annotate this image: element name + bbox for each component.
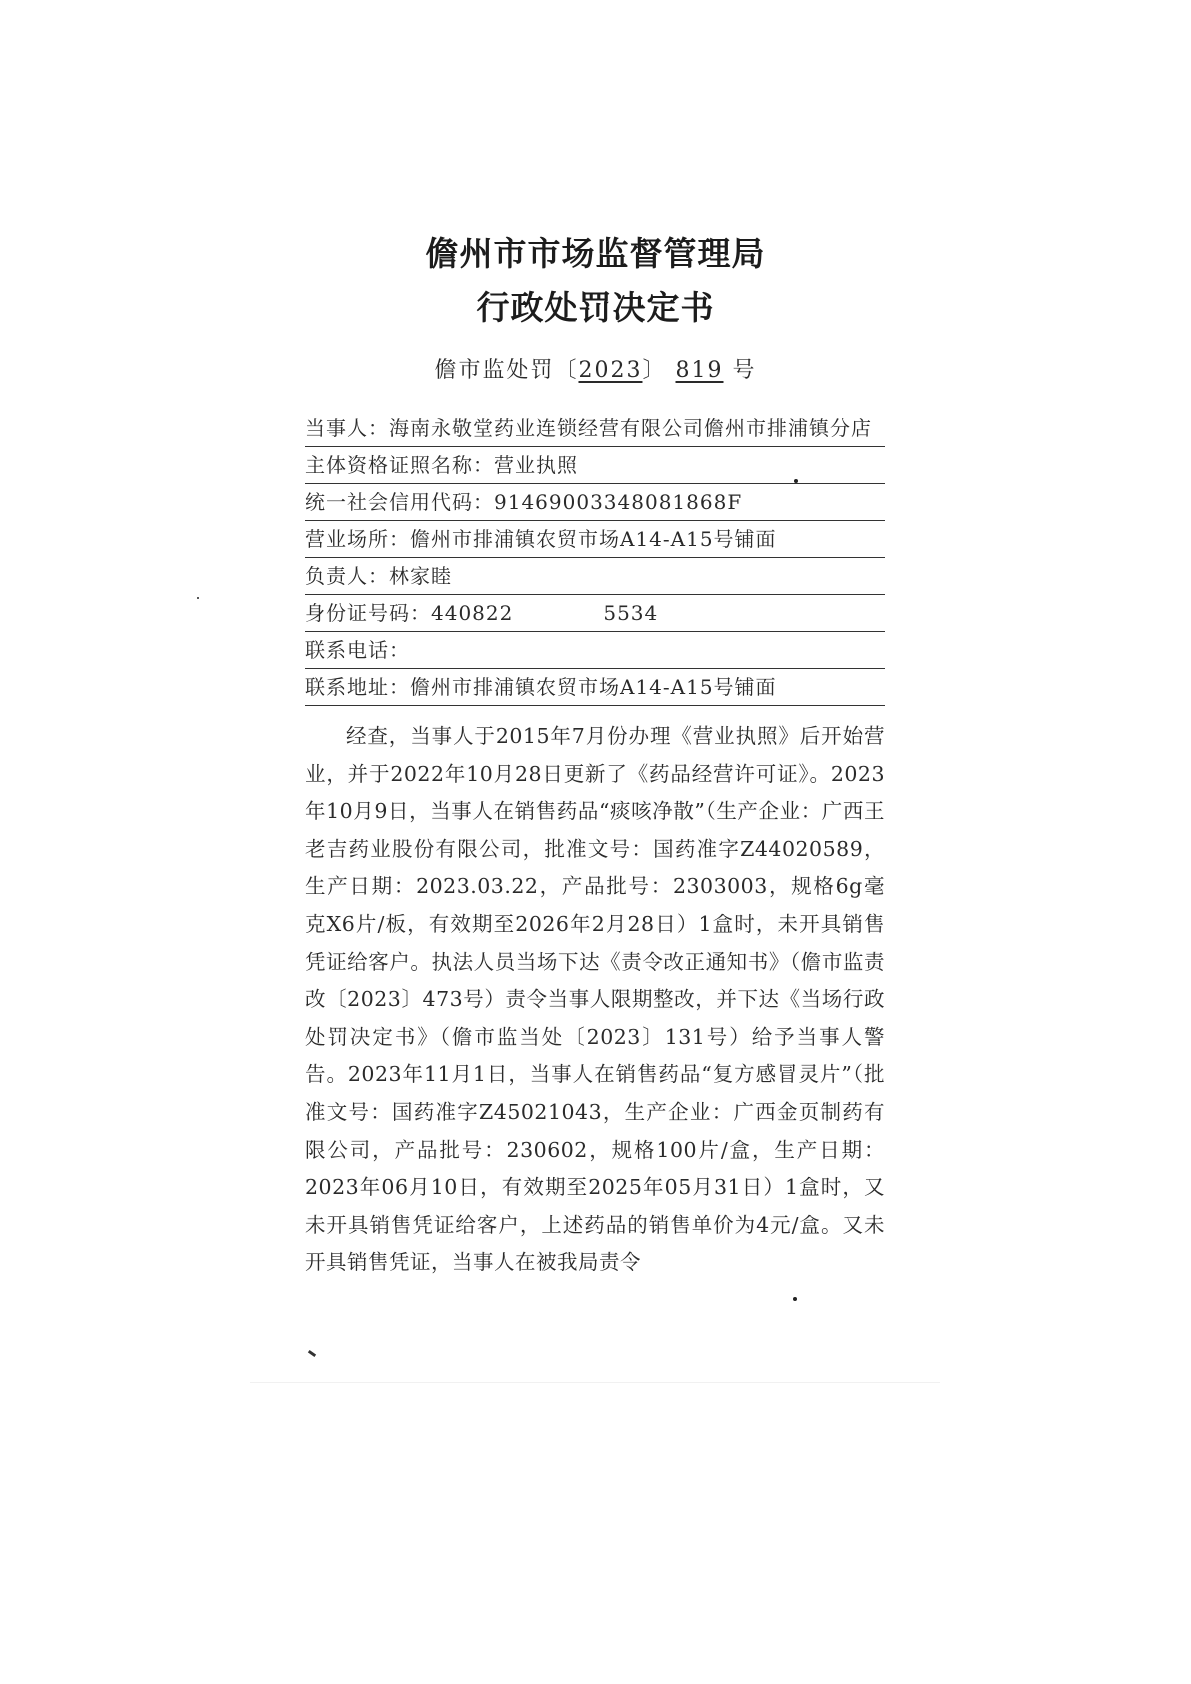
doc-number-prefix: 儋市监处罚〔 — [434, 358, 579, 383]
field-label: 联系电话： — [305, 638, 410, 662]
scan-speck — [794, 479, 798, 483]
doc-number-year: 2023 — [578, 358, 643, 383]
field-party — [305, 410, 885, 447]
field-person-in-charge — [305, 558, 885, 595]
field-value: 营业执照 — [494, 453, 578, 477]
scan-mark — [308, 1350, 316, 1357]
field-label: 营业场所： — [305, 527, 410, 551]
field-contact-address — [305, 669, 885, 706]
field-label: 负责人： — [305, 564, 389, 588]
field-phone — [305, 632, 885, 669]
field-value-tail: 5534 — [603, 601, 659, 625]
scan-speck — [197, 597, 199, 599]
document-type-title: 行政处罚决定书 — [476, 288, 715, 327]
field-label: 当事人： — [305, 416, 389, 440]
doc-number-serial: 819 — [675, 358, 724, 383]
field-id-number — [305, 595, 885, 632]
scan-speck — [793, 1297, 797, 1301]
field-credit-code — [305, 484, 885, 521]
field-label: 统一社会信用代码： — [305, 490, 494, 514]
field-business-address — [305, 521, 885, 558]
doc-number-bracket: 〕 — [642, 358, 667, 383]
doc-number-suffix: 号 — [732, 358, 757, 383]
field-value: 海南永敬堂药业连锁经营有限公司儋州市排浦镇分店 — [389, 416, 872, 440]
field-value: 林家睦 — [389, 564, 452, 588]
field-value: 91469003348081868F — [494, 490, 743, 514]
scan-edge-line — [250, 1382, 940, 1383]
field-license-name — [305, 447, 885, 484]
field-value: 儋州市排浦镇农贸市场A14-A15号铺面 — [410, 675, 777, 699]
agency-title: 儋州市市场监督管理局 — [425, 234, 766, 273]
field-label: 身份证号码： — [305, 601, 431, 625]
field-value: 440822 — [431, 601, 514, 625]
document-number — [0, 353, 1191, 384]
field-value: 儋州市排浦镇农贸市场A14-A15号铺面 — [410, 527, 777, 551]
party-info-fields — [305, 410, 885, 706]
field-label: 主体资格证照名称： — [305, 453, 494, 477]
field-label: 联系地址： — [305, 675, 410, 699]
investigation-paragraph: 经查，当事人于2015年7月份办理《营业执照》后开始营业，并于2022年10月28日更新了《药品经营许可证》。2023年10月9日，当事人在销售药品“痰咳净散”（生产企业：广西王老吉药业股份有限公司，批准文号：国药准字Z44020589，生产日期：2023.03.22，产品批号：2303003，规格6g毫克X6片/板，有效期至2026年2月28日）1盒时，未开具销售凭证给客户。执法人员当场下达《责令改正通知书》（儋市监责改〔2023〕473号）责令当事人限期整改，并下达《当场行政处罚决定书》（儋市监当处〔2023〕131号）给予当事人警告。2023年11月1日，当事人在销售药品“复方感冒灵片”（批准文号：国药准字Z45021043，生产企业：广西金页制药有限公司，产品批号：230602，规格100片/盒，生产日期：2023年06月10日，有效期至2025年05月31日）1盒时，又未开具销售凭证给客户，上述药品的销售单价为4元/盒。又未开具销售凭证，当事人在被我局责令 — [305, 724, 885, 1275]
